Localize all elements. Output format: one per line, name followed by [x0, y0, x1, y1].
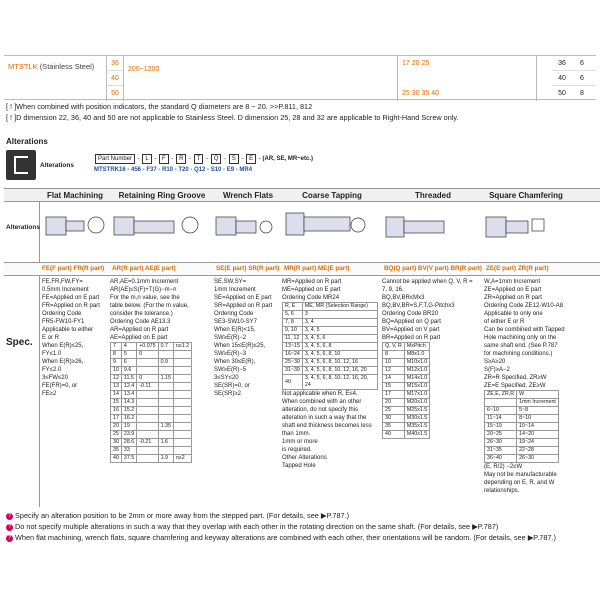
flat-line: 3≤FW≤20	[42, 375, 68, 381]
ring-table-cell: 33	[121, 447, 136, 455]
thread-line: Ordering Code BR20	[382, 311, 439, 317]
ring-line: AR,AE=0.1mm Increment	[110, 279, 179, 285]
thread-line: BQ,BV,BR≤Mx3	[382, 295, 425, 301]
flat-line: When E(R)≤25,	[42, 343, 84, 349]
thread-table-cell: M17x1.0	[404, 391, 429, 399]
spec-flat	[42, 278, 106, 398]
ring-table-cell	[173, 423, 191, 431]
flat-line: When E(R)≥26,	[42, 359, 84, 365]
wrench-line: SW≥E(R)−5	[214, 367, 247, 373]
l-range: 200~1200	[128, 66, 160, 73]
ring-table-cell	[137, 423, 158, 431]
ring-table-cell: 37.5	[121, 455, 136, 463]
ring-table-cell: 4	[121, 343, 136, 351]
wrench-line: SR=Applied on R part	[214, 303, 273, 309]
tap-line: Tapped Hole	[282, 463, 316, 469]
ring-table-cell: 11.5	[121, 375, 136, 383]
header-flat: Flat Machining	[47, 191, 103, 200]
wrench-line: Ordering Code	[214, 311, 254, 317]
ring-table-cell: 28.6	[121, 439, 136, 447]
chamfer-table-cell: 1mm Increment	[517, 399, 559, 407]
thread-table-cell: 30	[383, 415, 405, 423]
wrench-line: SE3-SW10-SY7	[214, 319, 258, 325]
chamfer-table-cell: 19~24	[517, 439, 559, 447]
ring-table-cell: 14	[111, 391, 122, 399]
chamfer-line: S≥A≥20	[484, 359, 506, 365]
ring-line: For the m,n value, see the	[110, 295, 180, 301]
ring-line: Ordering Code AE13.3	[110, 319, 171, 325]
tap-line: Not applicable when R, E≤4.	[282, 391, 358, 397]
rt-40: 40	[558, 75, 566, 82]
tap-line: Other Alterations	[282, 455, 327, 461]
thread-table	[382, 342, 430, 439]
header-thread: Threaded	[414, 191, 451, 200]
thread-table-cell: 12	[383, 367, 405, 375]
footnote-1	[6, 510, 598, 521]
tap-line: MR=Applied on R part	[282, 279, 342, 285]
ring-table-cell	[173, 367, 191, 375]
alterations-label: Alterations	[40, 162, 74, 169]
ring-table-cell	[173, 375, 191, 383]
ring-table-cell: 20	[111, 423, 122, 431]
ring-table-cell: -0.21	[137, 439, 158, 447]
ring-table-cell	[158, 447, 173, 455]
alterations-suffix: (AR, SE, MR~etc.)	[262, 156, 314, 162]
ring-table-cell	[137, 431, 158, 439]
ring-table-cell: +0.075	[137, 343, 158, 351]
tap-line: ME=Applied on E part	[282, 287, 341, 293]
thread-line: BR=Applied on R part	[382, 335, 441, 341]
rt-50-v: 8	[580, 90, 584, 97]
field-f: F	[159, 154, 169, 164]
footnote-3	[6, 532, 598, 543]
code-chamfer: ZE(E part) ZR(R part)	[486, 265, 549, 272]
chamfer-table-cell: W	[517, 391, 559, 399]
chamfer-table-cell: 6~10	[485, 407, 517, 415]
tap-table-cell: 3, 4, 5, 6, 8, 10, 12, 16, 20	[302, 367, 377, 375]
chamfer-table-cell: 15~19	[485, 423, 517, 431]
ring-table-cell	[173, 439, 191, 447]
flat-line: FE≥2	[42, 391, 57, 397]
right-top: 17 20 25	[402, 60, 430, 67]
ring-table-cell: 16.2	[121, 415, 136, 423]
question-icon: ?	[6, 524, 13, 531]
ring-table-cell	[173, 359, 191, 367]
ring-table-cell	[173, 383, 191, 391]
tap-table-cell: 3, 4, 5, 6, 8, 10, 12, 16, 20, 24	[302, 375, 377, 390]
alterations-title: Alterations	[6, 137, 48, 146]
spec-tap	[282, 278, 378, 470]
wrench-line: SE,SW,SY=	[214, 279, 247, 285]
flat-line: FR5-FW10-FY1	[42, 319, 85, 325]
tap-table-cell: 3, 4, 5	[302, 327, 377, 335]
tap-table-cell: 40	[283, 375, 303, 390]
ring-table-cell: 13	[111, 383, 122, 391]
thread-table-cell: 25	[383, 407, 405, 415]
code-flat: FE(F part) FR(R part)	[42, 265, 105, 272]
diameter-36: 36	[107, 56, 123, 71]
thread-table-cell: M8x1.0	[404, 351, 429, 359]
wrench-line: SW≥E(R)−3	[214, 351, 247, 357]
question-icon: ?	[6, 513, 13, 520]
ring-table-cell: n≥1.2	[173, 343, 191, 351]
ring-table-cell: -0.11	[137, 383, 158, 391]
product-material: (Stainless Steel)	[39, 62, 95, 71]
tap-line: When combined with an other alteration, do not specify this alteration in such a way that the shaft end thickness becomes less than 1mm.	[282, 399, 372, 437]
ring-table-cell: 10	[111, 367, 122, 375]
chamfer-line: (E, R/2) −2≤W	[484, 464, 523, 470]
flat-line: Applicable to either	[42, 327, 94, 333]
tap-table-cell: 7, 8	[283, 319, 303, 327]
ring-line: AE=Applied on E part	[110, 335, 168, 341]
flat-line: FR=Applied on R part	[42, 303, 100, 309]
code-thread: BQ(Q part) BV(V part) BR(R part)	[384, 265, 482, 272]
chamfer-line: Applicable to only one	[484, 311, 543, 317]
ring-table-cell	[173, 391, 191, 399]
ring-table-cell	[158, 407, 173, 415]
thread-line: BQ=Applied on Q part	[382, 319, 441, 325]
tap-table-cell: ME, MR (Selection Range)	[302, 303, 377, 311]
ring-table-cell: 1.15	[158, 375, 173, 383]
footnote-1-text: Specify an alteration position to be 2mm or more away from the stepped part. (For details, see ▶P.787.)	[15, 511, 350, 520]
rt-36: 36	[558, 60, 566, 67]
wrench-line: When 15≤E(R)≤25,	[214, 343, 266, 349]
ring-table-cell: 16	[111, 407, 122, 415]
spec-thread	[382, 278, 478, 439]
ring-table-cell: 17	[111, 415, 122, 423]
thread-table-cell: M25x1.5	[404, 407, 429, 415]
tap-table-cell: 13~15	[283, 343, 303, 351]
rt-50: 50	[558, 90, 566, 97]
ring-table-cell	[158, 367, 173, 375]
chamfer-table-cell: ZE,E, ZR,R	[485, 391, 517, 399]
alteration-drawings	[40, 203, 600, 261]
header-chamfer: Square Chamfering	[489, 191, 563, 200]
ring-table-cell: 9.6	[121, 367, 136, 375]
field-s: S	[229, 154, 239, 164]
ring-table-cell: 5	[121, 351, 136, 359]
row-label-alterations: Alterations	[6, 224, 40, 231]
chamfer-table-cell: 20~25	[485, 431, 517, 439]
thread-table-cell: 14	[383, 375, 405, 383]
ring-table	[110, 342, 192, 463]
ring-table-cell	[137, 399, 158, 407]
ring-table-cell: 1.35	[158, 423, 173, 431]
tap-table-cell: 3, 4, 5, 6	[302, 335, 377, 343]
thread-table-cell: 20	[383, 399, 405, 407]
field-l: L	[142, 154, 151, 164]
tap-table	[282, 302, 378, 390]
note-position-indicators: [ ! ]When combined with position indicators, the standard Q diameters are 8 ~ 20. >>P.811, 812	[6, 102, 313, 111]
thread-table-cell: M12x1.0	[404, 367, 429, 375]
tap-table-cell: 5, 6	[283, 311, 303, 319]
thread-table-cell: 10	[383, 359, 405, 367]
chamfer-table-cell: 26~30	[485, 439, 517, 447]
tap-table-cell: 11, 12	[283, 335, 303, 343]
thread-table-cell: 17	[383, 391, 405, 399]
thread-table-cell: Q, V, R	[383, 343, 405, 351]
chamfer-line: Ordering Code ZE12-W10-A8	[484, 303, 564, 309]
part-number-bar: Alterations Part Number - L - F - R - T - Q - S - E - (AR, SE, MR~etc.) MTSTRK16 - 456 - F37 - R10 - T20 - Q12 - S10 - E9 - MR4	[6, 150, 596, 182]
chamfer-line: ZE=E Specified, ZE≥W	[484, 383, 546, 389]
ring-table-cell	[173, 407, 191, 415]
flat-line: FE(FR)=0, or	[42, 383, 78, 389]
ring-table-cell	[137, 455, 158, 463]
ring-table-cell: 15	[111, 399, 122, 407]
tap-table-cell: 25~30	[283, 359, 303, 367]
ring-table-cell	[173, 399, 191, 407]
flat-line: FE=Applied on E part	[42, 295, 100, 301]
ring-table-cell	[158, 383, 173, 391]
header-tap: Coarse Tapping	[302, 191, 362, 200]
ring-table-cell: 30	[111, 439, 122, 447]
thread-table-cell: 35	[383, 423, 405, 431]
ring-line: table below. (For the m value,	[110, 303, 189, 309]
wrench-line: 3≤SY≤20	[214, 375, 239, 381]
ring-table-cell	[173, 431, 191, 439]
row-label-spec: Spec.	[6, 337, 33, 348]
field-r: R	[176, 154, 186, 164]
code-wrench: SE(E part) SR(R part)	[216, 265, 280, 272]
thread-line: BV=Applied on V part	[382, 327, 440, 333]
ring-table-cell: 25	[111, 431, 122, 439]
flat-line: Ordering Code	[42, 311, 82, 317]
diameter-50: 50	[111, 90, 119, 97]
chamfer-line: ZE=Applied on E part	[484, 287, 542, 293]
ring-table-cell	[158, 399, 173, 407]
flat-line: FY≤2.0	[42, 367, 62, 373]
ring-table-cell	[158, 431, 173, 439]
footnote-3-text: When flat machining, wrench flats, square chamfering and keyway alterations are combined with each other, their orientations will be random. (For details, see ▶P.787.)	[15, 533, 556, 542]
ring-table-cell	[173, 351, 191, 359]
rt-36-v: 6	[580, 60, 584, 67]
ring-table-cell: 15.2	[121, 407, 136, 415]
wrench-line: When 30≤E(R),	[214, 359, 256, 365]
chamfer-table-cell: 5~8	[517, 407, 559, 415]
flat-line: 0.5mm Increment	[42, 287, 89, 293]
tap-table-cell: 31~39	[283, 367, 303, 375]
chamfer-table-cell: 14~20	[517, 431, 559, 439]
chamfer-line: Can be combined with Tapped Hole machining only on the same shaft end. (See P.787 for machining conditions.)	[484, 327, 565, 357]
wrench-line: When E(R)<15,	[214, 327, 256, 333]
ring-table-cell: 0	[137, 351, 158, 359]
thread-table-cell: M20x1.0	[404, 399, 429, 407]
thread-line: BQ,BV,BR=S,F,T,G-Pitchx3	[382, 303, 455, 309]
ring-table-cell: 0	[137, 375, 158, 383]
ring-table-cell	[137, 447, 158, 455]
field-t: T	[194, 154, 204, 164]
thread-table-cell: M14x1.0	[404, 375, 429, 383]
chamfer-table	[484, 390, 559, 463]
product-name: MTSTLK	[8, 62, 38, 71]
chamfer-table-cell	[485, 399, 517, 407]
ring-table-cell: 0.9	[158, 359, 173, 367]
field-q: Q	[211, 154, 222, 164]
ring-table-cell	[158, 391, 173, 399]
ring-table-cell: 40	[111, 455, 122, 463]
tap-table-cell: 3, 4, 5, 6, 8, 10, 12, 16	[302, 359, 377, 367]
ring-table-cell: 9	[111, 359, 122, 367]
thread-table-cell: M35x1.5	[404, 423, 429, 431]
tap-table-cell: 3	[302, 311, 377, 319]
spec-ring	[110, 278, 210, 463]
note-d-dimension: [ ! ]D dimension 22, 36, 40 and 50 are not applicable to Stainless Steel. D dimension 25, 28 and 32 are applicable to Right-Hand Screw only.	[6, 113, 459, 122]
chamfer-line: ZR=R Specified, ZR≥W	[484, 375, 547, 381]
tap-table-cell: 9, 10	[283, 327, 303, 335]
thread-line: Cannot be applied when Q, V, R = 7, 9, 16.	[382, 279, 473, 293]
thread-table-cell: M40x1.5	[404, 431, 429, 439]
flat-line: FY≤1.0	[42, 351, 62, 357]
chamfer-line: of either E or R	[484, 319, 525, 325]
ring-table-cell	[158, 415, 173, 423]
ring-table-cell: 23.9	[121, 431, 136, 439]
chamfer-line: ZR=Applied on R part	[484, 295, 542, 301]
ring-table-cell: 35	[111, 447, 122, 455]
chamfer-table-cell: 22~28	[517, 447, 559, 455]
ring-table-cell: n≥2	[173, 455, 191, 463]
ring-table-cell	[137, 359, 158, 367]
wrench-line: SE=Applied on E part	[214, 295, 272, 301]
ring-table-cell: 14.3	[121, 399, 136, 407]
chamfer-table-cell: 10~14	[517, 423, 559, 431]
tap-table-cell: 16~24	[283, 351, 303, 359]
thread-table-cell: 40	[383, 431, 405, 439]
chamfer-line: May not be manufacturable depending on E, R, and W relationships.	[484, 472, 557, 494]
part-number-example: MTSTRK16 - 456 - F37 - R10 - T20 - Q12 - S10 - E9 - MR4	[94, 167, 253, 173]
thread-table-cell: M10x1.0	[404, 359, 429, 367]
spec-wrench	[214, 278, 278, 398]
ring-table-cell: 8	[111, 351, 122, 359]
part-number-box: Part Number	[95, 154, 135, 164]
ring-table-cell: 0.7	[158, 343, 173, 351]
field-e: E	[246, 154, 256, 164]
diameter-40: 40	[107, 71, 123, 86]
tap-table-cell: 3, 4	[302, 319, 377, 327]
ring-table-cell	[158, 351, 173, 359]
chamfer-table-cell: 36~40	[485, 455, 517, 463]
thread-table-cell: MxPitch	[404, 343, 429, 351]
thread-table-cell: M15x1.0	[404, 383, 429, 391]
footnote-2-text: Do not specify multiple alterations in such a way that they overlap with each other in the rotating direction on the same shaft. (For details, see ▶P.787)	[15, 522, 499, 531]
ring-table-cell	[173, 447, 191, 455]
wrench-line: SE(SR)≥2	[214, 391, 241, 397]
ring-table-cell: 7	[111, 343, 122, 351]
ring-line: consider the tolerance.)	[110, 311, 173, 317]
ring-table-cell: 19	[121, 423, 136, 431]
header-wrench: Wrench Flats	[222, 191, 274, 200]
code-ring: AR(R part) AE(E part)	[112, 265, 176, 272]
ring-table-cell: 12.4	[121, 383, 136, 391]
ring-line: AR(AE)≤S(F)+T(G)−m−n	[110, 287, 177, 293]
tap-table-cell: 3, 4, 5, 6, 8, 10	[302, 351, 377, 359]
chamfer-table-cell: 8~10	[517, 415, 559, 423]
spec-chamfer	[484, 278, 566, 495]
tap-line: 1mm or more	[282, 439, 318, 445]
rt-40-v: 6	[580, 75, 584, 82]
chamfer-line: W,A=1mm Increment	[484, 279, 541, 285]
tap-line: Ordering Code MR24	[282, 295, 340, 301]
wrench-line: SE(SR)=0, or	[214, 383, 250, 389]
ring-table-cell: 1.6	[158, 439, 173, 447]
ring-table-cell	[137, 415, 158, 423]
alterations-book-icon	[6, 150, 36, 180]
ring-table-cell: 6	[121, 359, 136, 367]
ring-line: AR=Applied on R part	[110, 327, 169, 333]
chamfer-line: S(F)≥A−2	[484, 367, 510, 373]
product-table	[4, 55, 596, 100]
tap-table-cell: R, E	[283, 303, 303, 311]
ring-table-cell	[137, 367, 158, 375]
tap-line: is required.	[282, 447, 312, 453]
chamfer-table-cell: 26~30	[517, 455, 559, 463]
header-ring: Retaining Ring Groove	[118, 191, 206, 200]
column-headers	[4, 188, 600, 202]
wrench-line: SW≥E(R)−2	[214, 335, 247, 341]
ring-table-cell: 13.4	[121, 391, 136, 399]
chamfer-table-cell: 11~14	[485, 415, 517, 423]
footnote-2	[6, 521, 598, 532]
tap-table-cell: 3, 4, 5, 6, 8	[302, 343, 377, 351]
flat-line: E or R	[42, 335, 60, 341]
thread-table-cell: M30x1.5	[404, 415, 429, 423]
code-tap: MR(R part) ME(E part)	[284, 265, 350, 272]
wrench-line: 1mm Increment	[214, 287, 256, 293]
chamfer-table-cell: 31~35	[485, 447, 517, 455]
ring-table-cell: 12	[111, 375, 122, 383]
thread-table-cell: 15	[383, 383, 405, 391]
ring-table-cell	[137, 391, 158, 399]
flat-line: FE,FR,FW,FY=	[42, 279, 83, 285]
ring-table-cell	[173, 415, 191, 423]
right-bot: 25 30 35 40	[402, 90, 439, 97]
ring-table-cell: 1.9	[158, 455, 173, 463]
question-icon: ?	[6, 535, 13, 542]
ring-table-cell	[137, 407, 158, 415]
thread-table-cell: 8	[383, 351, 405, 359]
